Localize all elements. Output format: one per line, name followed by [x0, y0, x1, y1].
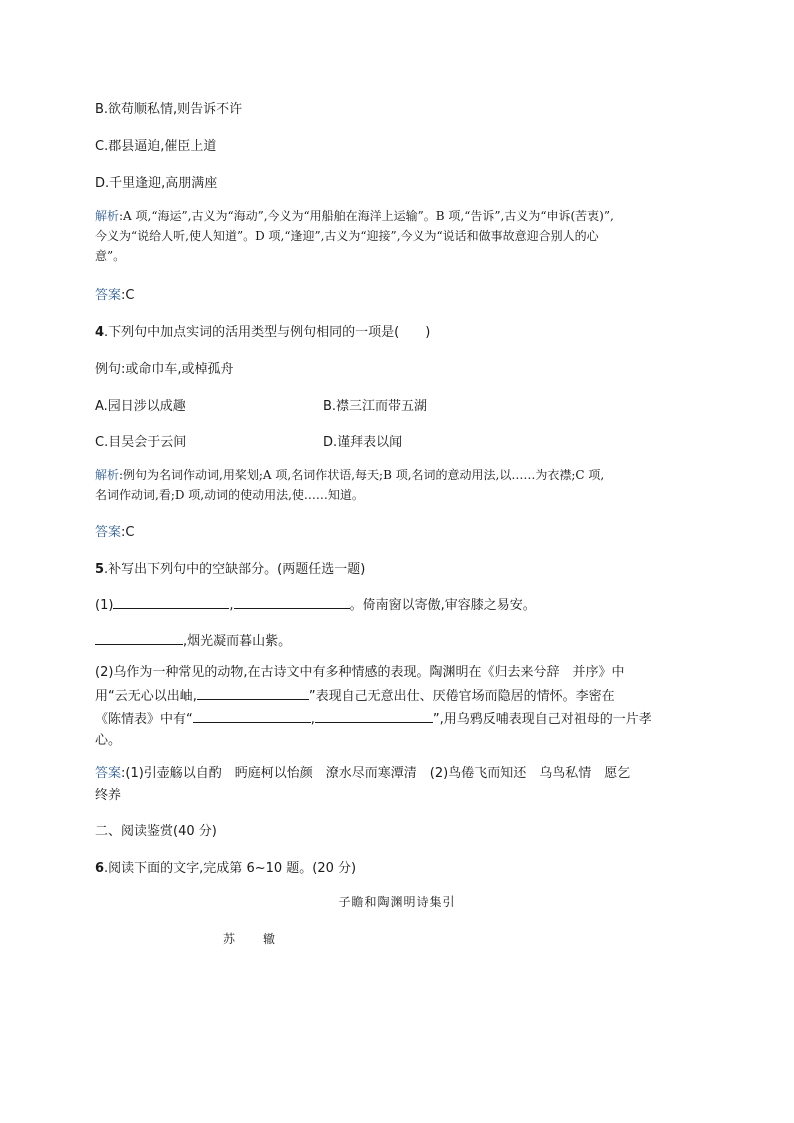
passage-author: 苏 辙 — [223, 932, 284, 946]
q3-analysis-line: 今义为“说给人听,使人知道”。D 项,“逢迎”,古义为“迎接”,今义为“说话和做事故意迎合别人的心 — [95, 229, 599, 243]
answer-label: 答案 — [95, 288, 122, 303]
blank — [197, 685, 309, 700]
q4-stem — [95, 323, 430, 342]
answer-label: 答案 — [95, 766, 122, 781]
q3-answer — [95, 286, 134, 305]
q5-part2-line4: 心。 — [95, 733, 122, 748]
q5-stem — [95, 560, 365, 579]
blank — [234, 594, 350, 609]
blank — [315, 708, 433, 723]
separator: , — [310, 712, 315, 727]
q6-stem — [95, 859, 356, 878]
q3-option-d: D.千里逢迎,高朋满座 — [95, 176, 218, 191]
answer-text: :(1)引壶觞以自酌 眄庭柯以怡颜 潦水尽而寒潭清 (2)鸟倦飞而知还 乌鸟私情 愿乞 — [121, 766, 631, 781]
q4-option-d: D.谨拜表以闻 — [323, 435, 403, 450]
q4-analysis-line — [95, 466, 604, 484]
blank — [113, 594, 229, 609]
part-text: 《陈情表》中有“ — [95, 712, 193, 727]
analysis-label: 解析 — [95, 209, 120, 223]
q4-option-a: A.园日涉以成趣 — [95, 399, 186, 414]
question-number: 5 — [95, 562, 105, 577]
answer-label: 答案 — [95, 525, 122, 540]
q4-answer — [95, 523, 134, 542]
question-number: 6 — [95, 861, 105, 876]
analysis-label: 解析 — [95, 468, 120, 482]
answer-value: :C — [121, 525, 135, 540]
blank — [193, 708, 311, 723]
question-text: .下列句中加点实词的活用类型与例句相同的一项是( ) — [104, 325, 431, 340]
section-heading: 二、阅读鉴赏(40 分) — [95, 824, 217, 839]
q5-part1-line1 — [95, 594, 536, 615]
part-text: 用“云无心以出岫, — [95, 689, 197, 704]
analysis-text: :A 项,“海运”,古义为“海动”,今义为“用船舶在海洋上运输”。B 项,“告诉”,古义为“申诉(苦衷)”, — [119, 209, 614, 223]
passage-title: 子瞻和陶渊明诗集引 — [338, 895, 456, 909]
q4-analysis-line: 名词作动词,看;D 项,动词的使动用法,使……知道。 — [95, 488, 364, 502]
part-prefix: (1) — [95, 598, 114, 613]
answer-value: :C — [121, 288, 135, 303]
q3-option-b: B.欲苟顺私情,则告诉不许 — [95, 102, 243, 117]
q5-answer-line — [95, 764, 630, 783]
question-number: 4 — [95, 325, 105, 340]
q5-part2-line2 — [95, 685, 615, 706]
question-text: .阅读下面的文字,完成第 6~10 题。(20 分) — [104, 861, 357, 876]
separator: , — [229, 598, 234, 613]
q5-part2-line3 — [95, 708, 652, 729]
question-text: .补写出下列句中的空缺部分。(两题任选一题) — [104, 562, 366, 577]
analysis-text: :例句为名词作动词,用桨划;A 项,名词作状语,每天;B 项,名词的意动用法,以……为衣襟;C 项, — [119, 468, 605, 482]
q4-example: 例句:或命巾车,或棹孤舟 — [95, 362, 234, 377]
part-text: ”,用乌鸦反哺表现自己对祖母的一片孝 — [432, 712, 652, 727]
blank — [95, 630, 183, 645]
part-text: ,烟光凝而暮山紫。 — [183, 634, 292, 649]
q3-analysis-line: 意”。 — [95, 249, 126, 263]
part-text: ”表现自己无意出仕、厌倦官场而隐居的情怀。李密在 — [308, 689, 615, 704]
q4-option-b: B.襟三江而带五湖 — [323, 399, 428, 414]
part-text: 。倚南窗以寄傲,审容膝之易安。 — [349, 598, 536, 613]
q4-option-c: C.目吴会于云间 — [95, 435, 187, 450]
q5-answer-line: 终养 — [95, 788, 122, 803]
q5-part1-line2 — [95, 630, 291, 651]
q5-part2-line1: (2)乌作为一种常见的动物,在古诗文中有多种情感的表现。陶渊明在《归去来兮辞 并序》中 — [95, 665, 625, 680]
q3-analysis-line — [95, 207, 614, 225]
q3-option-c: C.郡县逼迫,催臣上道 — [95, 139, 217, 154]
